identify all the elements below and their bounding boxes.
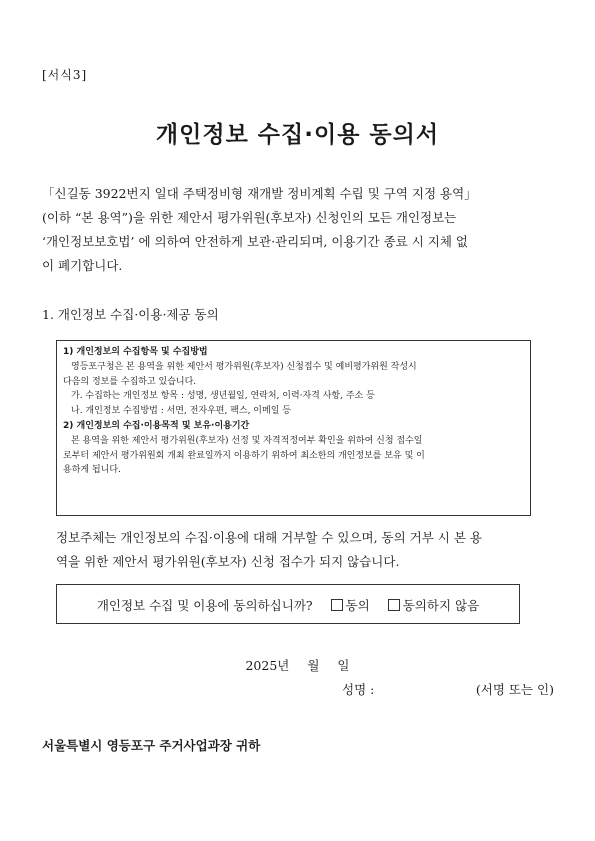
date-year: 2025년 [245,658,290,673]
addressee: 서울특별시 영등포구 주거사업과장 귀하 [42,738,261,753]
intro-line: ‘개인정보보호법’ 에 의하여 안전하게 보관·관리되며, 이용기간 종료 시 지체 없 [42,234,468,249]
disagree-checkbox[interactable] [388,599,400,611]
form-number: [서식3] [42,68,88,82]
info-item2-body: 용하게 됩니다. [63,465,121,476]
refusal-line: 정보주체는 개인정보의 수집·이용에 대해 거부할 수 있으며, 동의 거부 시 본 용 [56,530,482,545]
info-item1-sub-b: 나. 개인정보 수집방법 : 서면, 전자우편, 팩스, 이메일 등 [71,406,291,417]
intro-line: (이하 “본 용역”)을 위한 제안서 평가위원(후보자) 신청인의 모든 개인정보는 [42,210,457,225]
disagree-label: 동의하지 않음 [402,598,480,613]
info-box [56,340,531,516]
intro-line: 이 폐기합니다. [42,258,123,273]
document-title: 개인정보 수집·이용 동의서 [155,122,440,148]
signature-label: 성명 : [342,682,375,697]
signature-note: (서명 또는 인) [475,682,554,697]
date-day: 일 [337,658,350,673]
refusal-line: 역을 위한 제안서 평가위원(후보자) 신청 접수가 되지 않습니다. [56,554,400,569]
info-item1-body: 다음의 정보를 수집하고 있습니다. [63,376,197,387]
agree-checkbox[interactable] [331,599,343,611]
consent-box [56,584,520,624]
agree-label: 동의 [345,598,370,613]
section-heading: 1. 개인정보 수집·이용·제공 동의 [42,307,219,322]
intro-line: 「신길동 3922번지 일대 주택정비형 재개발 정비계획 수립 및 구역 지정 용역」 [42,186,477,201]
consent-question: 개인정보 수집 및 이용에 동의하십니까? [96,598,313,613]
info-item2-body: 로부터 제안서 평가위원회 개최 완료일까지 이용하기 위하여 최소한의 개인정보를 보유 및 이 [63,450,425,461]
date-month: 월 [307,658,320,673]
info-item1-sub-a: 가. 수집하는 개인정보 항목 : 성명, 생년월일, 연락처, 이력·자격 사항, 주소 등 [71,391,375,402]
info-item2-body: 본 용역을 위한 제안서 평가위원(후보자) 선정 및 자격적정여부 확인을 위하여 신청 접수일 [71,435,423,446]
refusal-notice [56,526,556,574]
info-item2-title: 2) 개인정보의 수집·이용목적 및 보유·이용기간 [63,420,250,431]
info-item1-body: 영등포구청은 본 용역을 위한 제안서 평가위원(후보자) 신청접수 및 예비평가위원 작성시 [71,361,417,372]
date-line [0,656,595,674]
intro-paragraph [42,182,554,278]
info-item1-title: 1) 개인정보의 수집항목 및 수집방법 [63,347,208,357]
